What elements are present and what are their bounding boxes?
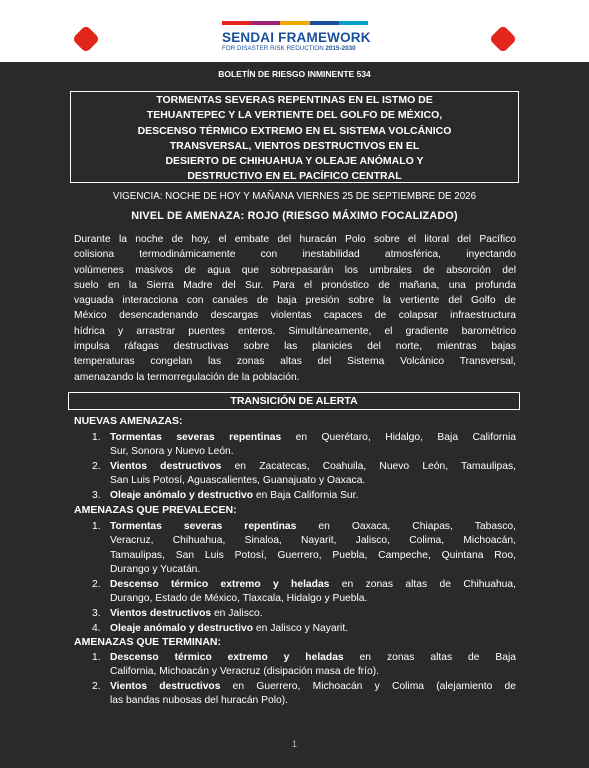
item-text bbox=[110, 489, 516, 503]
logo-color-stripes bbox=[222, 21, 368, 25]
title-line: DESCENSO TÉRMICO EXTREMO EN EL SISTEMA VOLCÁNICO bbox=[137, 124, 452, 137]
title-line: DESTRUCTIVO EN EL PACÍFICO CENTRAL bbox=[187, 170, 402, 183]
item-line: California, Michoacán y Veracruz (disipación masa de frío). bbox=[110, 666, 379, 678]
item-text bbox=[110, 680, 516, 709]
item-line: Durango y Yucatán. bbox=[110, 563, 201, 575]
item-line bbox=[110, 460, 516, 474]
item-text bbox=[110, 578, 516, 607]
item-line: San Luis Potosí, Aguascalientes, Guanajuato y Oaxaca. bbox=[110, 475, 366, 487]
item-rest: en zonas altas de Baja bbox=[343, 652, 516, 663]
item-rest: en Zacatecas, Coahuila, Nuevo León, Tamaulipas, bbox=[221, 461, 517, 472]
section-heading-new-threats: NUEVAS AMENAZAS: bbox=[74, 415, 183, 427]
logo-title: SENDAI FRAMEWORK bbox=[222, 30, 371, 45]
description-line: volúmenes masivos de agua que sobrepasarán los umbrales de absorción del bbox=[74, 264, 516, 276]
item-rest: en Baja California Sur. bbox=[253, 490, 359, 501]
description-line: impulsa ráfagas destructivas sobre las planicies del norte, mientras bajas bbox=[74, 341, 516, 353]
item-text bbox=[110, 431, 516, 460]
item-line: Veracruz, Chihuahua, Sinaloa, Nayarit, Jalisco, Colima, Michoacán, bbox=[110, 535, 516, 547]
bulletin-number: BOLETÍN DE RIESGO INMINENTE 534 bbox=[218, 69, 371, 79]
list-item bbox=[92, 431, 516, 460]
item-bold: Descenso térmico extremo y heladas bbox=[110, 579, 330, 590]
logo-subtitle bbox=[222, 45, 368, 53]
list-item bbox=[92, 622, 516, 636]
item-number: 4. bbox=[92, 623, 101, 634]
validity-period: VIGENCIA: NOCHE DE HOY Y MAÑANA VIERNES 25 DE SEPTIEMBRE DE 2026 bbox=[112, 191, 477, 202]
item-line bbox=[110, 622, 516, 636]
item-number: 2. bbox=[92, 681, 101, 692]
item-rest: en Jalisco. bbox=[211, 608, 263, 619]
item-line: las bandas nubosas del huracán Polo). bbox=[110, 695, 289, 707]
title-line: TEHUANTEPEC Y LA VERTIENTE DEL GOLFO DE MÉXICO, bbox=[146, 109, 443, 122]
item-text bbox=[110, 651, 516, 680]
bulletin-title-box bbox=[70, 91, 519, 183]
item-line: Sur, Sonora y Nuevo León. bbox=[110, 446, 234, 458]
logo-subtitle-prefix: FOR DISASTER RISK REDUCTION bbox=[222, 45, 326, 52]
item-bold: Vientos destructivos bbox=[110, 461, 222, 472]
item-line: Durango, Estado de México, Tlaxcala, Hidalgo y Puebla. bbox=[110, 593, 368, 605]
item-bold: Vientos destructivos bbox=[110, 608, 212, 619]
item-text bbox=[110, 520, 516, 577]
item-bold: Vientos destructivos bbox=[110, 681, 221, 692]
item-number: 2. bbox=[92, 579, 101, 590]
item-bold: Oleaje anómalo y destructivo bbox=[110, 490, 254, 501]
item-bold: Tormentas severas repentinas bbox=[110, 521, 297, 532]
item-text bbox=[110, 607, 516, 621]
item-line bbox=[110, 651, 516, 665]
section-heading-prevailing-threats: AMENAZAS QUE PREVALECEN: bbox=[74, 504, 237, 516]
item-line bbox=[110, 607, 516, 621]
list-item bbox=[92, 651, 516, 680]
description-line: vaguada interacciona con canales de baja presión sobre la vertiente del Golfo de bbox=[74, 295, 516, 307]
description-line: amenazando la termorregulación de la población. bbox=[74, 371, 300, 383]
item-number: 1. bbox=[92, 432, 101, 443]
logo-subtitle-years: 2015-2030 bbox=[325, 45, 356, 52]
title-line: TORMENTAS SEVERAS REPENTINAS EN EL ISTMO DE bbox=[156, 94, 433, 106]
description-line: Durante la noche de hoy, el embate del huracán Polo sobre el litoral del Pacífico bbox=[74, 234, 516, 245]
alert-transition-heading: TRANSICIÓN DE ALERTA bbox=[68, 392, 520, 410]
title-line: TRANSVERSAL, VIENTOS DESTRUCTIVOS EN EL bbox=[169, 139, 420, 152]
item-line bbox=[110, 489, 516, 503]
item-bold: Oleaje anómalo y destructivo bbox=[110, 623, 254, 634]
description-line: México desencadenando descargas violentas capaces de colapsar infraestructura bbox=[74, 310, 516, 322]
item-line bbox=[110, 431, 516, 445]
list-item bbox=[92, 680, 516, 709]
item-number: 3. bbox=[92, 490, 101, 501]
list-item bbox=[92, 489, 516, 503]
item-number: 1. bbox=[92, 652, 101, 663]
item-line bbox=[110, 578, 516, 592]
sendai-framework-logo bbox=[222, 21, 371, 61]
item-rest: en zonas altas de Chihuahua, bbox=[329, 579, 516, 590]
item-rest: en Jalisco y Nayarit. bbox=[253, 623, 349, 634]
item-bold: Descenso térmico extremo y heladas bbox=[110, 652, 344, 663]
item-rest: en Querétaro, Hidalgo, Baja California bbox=[281, 432, 516, 443]
description-line: suelo en la Sierra Madre del Sur. Para el pronóstico de mañana, una profunda bbox=[74, 279, 516, 291]
description-line: temperaturas congelan las zonas altas del Sistema Volcánico Transversal, bbox=[74, 356, 516, 368]
description-line: colisiona termodinámicamente con inestabilidad atmosférica, inyectando bbox=[74, 249, 516, 261]
item-number: 1. bbox=[92, 521, 101, 532]
red-marker-icon-left bbox=[72, 25, 100, 53]
item-rest: en Oaxaca, Chiapas, Tabasco, bbox=[296, 521, 516, 532]
section-heading-ending-threats: AMENAZAS QUE TERMINAN: bbox=[74, 636, 221, 648]
item-line: Tamaulipas, San Luis Potosí, Guerrero, Puebla, Campeche, Quintana Roo, bbox=[110, 549, 516, 561]
item-text bbox=[110, 622, 516, 636]
list-item bbox=[92, 520, 516, 577]
list-item bbox=[92, 460, 516, 489]
item-rest: en Guerrero, Michoacán y Colima (alejamiento de bbox=[220, 681, 516, 692]
description-line: hídrica y arrastrar puentes enteros. Simultáneamente, el gradiente barométrico bbox=[74, 325, 516, 337]
item-line bbox=[110, 680, 516, 694]
item-line bbox=[110, 520, 516, 534]
item-number: 3. bbox=[92, 608, 101, 619]
item-text bbox=[110, 460, 516, 489]
item-bold: Tormentas severas repentinas bbox=[110, 432, 282, 443]
list-item bbox=[92, 607, 516, 621]
list-item bbox=[92, 578, 516, 607]
threat-level: NIVEL DE AMENAZA: ROJO (RIESGO MÁXIMO FOCALIZADO) bbox=[131, 210, 458, 222]
item-number: 2. bbox=[92, 461, 101, 472]
page-number: 1 bbox=[291, 739, 297, 749]
title-line: DESIERTO DE CHIHUAHUA Y OLEAJE ANÓMALO Y bbox=[165, 155, 424, 168]
red-marker-icon-right bbox=[489, 25, 517, 53]
header-bar bbox=[0, 0, 589, 62]
description-paragraph bbox=[74, 232, 516, 385]
